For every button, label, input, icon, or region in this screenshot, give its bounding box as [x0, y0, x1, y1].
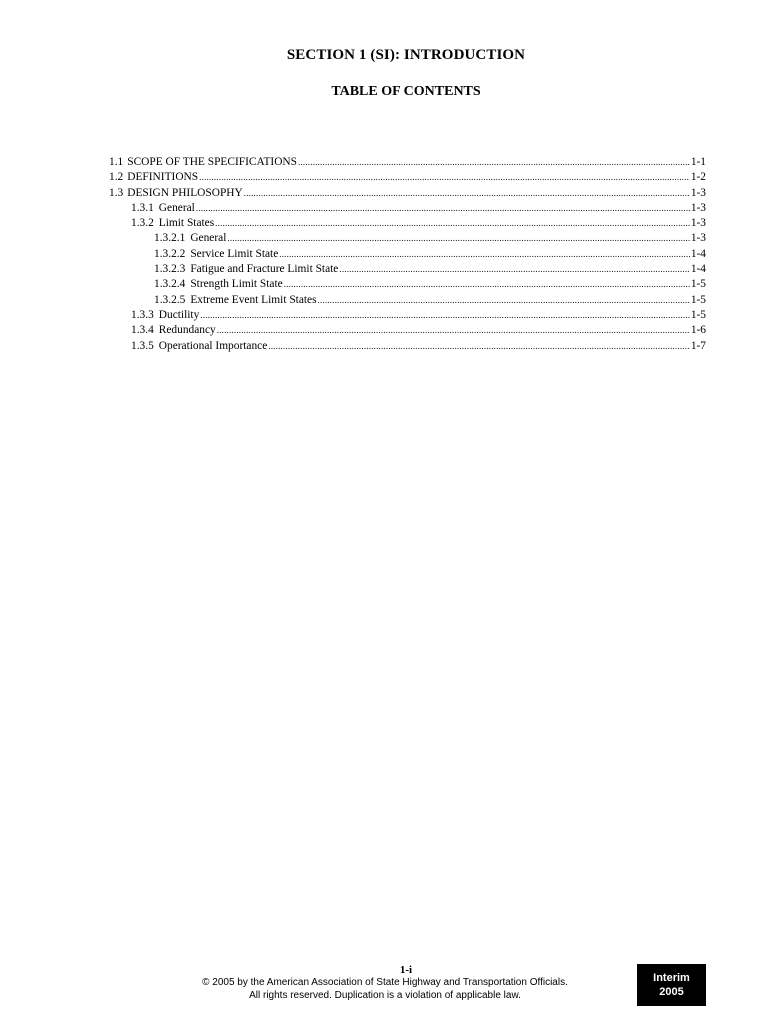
toc-entry-title: Limit States: [158, 217, 215, 230]
toc-entry-title: Service Limit State: [190, 247, 279, 260]
toc-entry-number: 1.3: [109, 186, 124, 199]
section-title: SECTION 1 (SI): INTRODUCTION: [286, 47, 526, 63]
toc-entry-title: DEFINITIONS: [127, 171, 199, 184]
toc-entry-number: 1.3.2: [131, 217, 154, 230]
toc-entry-title: DESIGN PHILOSOPHY: [127, 186, 243, 199]
toc-entry-page: 1-5: [690, 278, 706, 291]
toc-entry-number: 1.3.3: [131, 308, 154, 321]
toc-entry-page: 1-3: [690, 201, 706, 214]
toc-entry-page: 1-3: [690, 232, 706, 245]
toc-entry-1-3-2[interactable]: [109, 216, 706, 231]
toc-entry-1-3-4[interactable]: [109, 323, 706, 338]
toc-entry-page: 1-4: [690, 247, 706, 260]
toc-entry-page: 1-1: [690, 156, 706, 168]
dot-leader: [196, 201, 690, 216]
toc-entry-number: 1.3.1: [131, 201, 154, 214]
toc-entry-page: 1-4: [690, 263, 706, 276]
badge-year: 2005: [659, 986, 684, 998]
toc-entry-1-2[interactable]: [109, 170, 706, 185]
toc-entry-number: 1.2: [109, 171, 124, 184]
copyright-line-2: All rights reserved. Duplication is a violation of applicable law.: [249, 989, 521, 1001]
toc-entry-1-3-2-2[interactable]: [109, 247, 706, 262]
toc-entry-1-1[interactable]: [109, 155, 706, 170]
toc-entry-1-3-5[interactable]: [109, 339, 706, 354]
toc-entry-page: 1-5: [690, 293, 706, 306]
toc-entry-number: 1.3.2.4: [154, 278, 186, 291]
footer-page-number: 1-i: [399, 964, 413, 976]
toc-entry-title: General: [190, 232, 227, 245]
toc-entry-page: 1-2: [690, 171, 706, 184]
badge-label: Interim: [653, 972, 690, 984]
toc-entry-title: Strength Limit State: [190, 278, 283, 291]
dot-leader: [200, 308, 690, 323]
toc-entry-number: 1.3.2.5: [154, 293, 186, 306]
toc-entry-number: 1.3.5: [131, 339, 154, 352]
dot-leader: [244, 186, 690, 201]
toc-entry-title: General: [158, 201, 195, 214]
toc-entry-1-3[interactable]: [109, 186, 706, 201]
toc-entry-page: 1-6: [690, 324, 706, 337]
dot-leader: [215, 216, 690, 231]
table-of-contents: [109, 155, 706, 354]
toc-entry-number: 1.3.2.1: [154, 232, 186, 245]
toc-entry-title: Ductility: [158, 308, 200, 321]
dot-leader: [298, 155, 690, 170]
dot-leader: [284, 277, 690, 292]
toc-entry-1-3-2-3[interactable]: [109, 262, 706, 277]
toc-entry-1-3-2-5[interactable]: [109, 293, 706, 308]
dot-leader: [318, 293, 690, 308]
toc-entry-title: Operational Importance: [158, 339, 268, 352]
toc-entry-page: 1-5: [690, 308, 706, 321]
toc-entry-1-3-2-4[interactable]: [109, 277, 706, 292]
copyright-line-1: © 2005 by the American Association of State Highway and Transportation Officials.: [202, 977, 568, 988]
toc-title: TABLE OF CONTENTS: [331, 84, 481, 99]
dot-leader: [339, 262, 689, 277]
toc-entry-number: 1.3.4: [131, 324, 154, 337]
toc-entry-number: 1.3.2.2: [154, 247, 186, 260]
toc-entry-page: 1-3: [690, 186, 706, 199]
toc-entry-title: SCOPE OF THE SPECIFICATIONS: [127, 156, 297, 168]
toc-entry-title: Redundancy: [158, 324, 216, 337]
dot-leader: [227, 231, 689, 246]
toc-entry-page: 1-3: [690, 217, 706, 230]
toc-entry-title: Fatigue and Fracture Limit State: [190, 263, 339, 276]
toc-entry-1-3-1[interactable]: [109, 201, 706, 216]
dot-leader: [279, 247, 690, 262]
dot-leader: [268, 339, 690, 354]
interim-badge: [637, 964, 706, 1006]
dot-leader: [199, 170, 690, 185]
toc-entry-1-3-2-1[interactable]: [109, 231, 706, 246]
toc-entry-page: 1-7: [690, 339, 706, 352]
toc-entry-number: 1.1: [109, 156, 124, 168]
toc-entry-1-3-3[interactable]: [109, 308, 706, 323]
toc-entry-title: Extreme Event Limit States: [190, 293, 317, 306]
dot-leader: [217, 323, 690, 338]
toc-entry-number: 1.3.2.3: [154, 263, 186, 276]
